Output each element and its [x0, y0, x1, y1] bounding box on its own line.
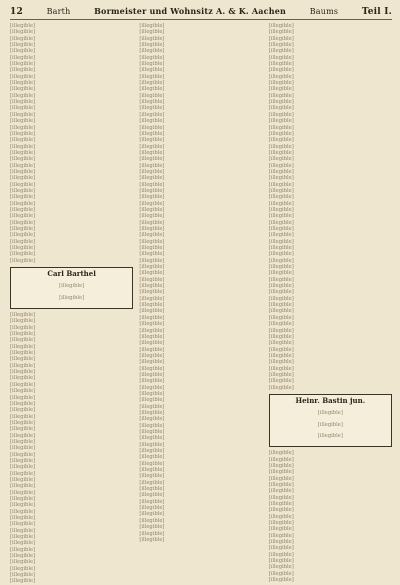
directory-entry: [illegible]: [268, 181, 294, 188]
directory-entry: [illegible]: [268, 80, 294, 87]
directory-entry: [illegible]: [268, 149, 294, 156]
directory-entry: [illegible]: [139, 486, 165, 493]
directory-entry: [illegible]: [139, 524, 165, 531]
directory-entry: [illegible]: [139, 492, 165, 499]
directory-entry: [illegible]: [268, 321, 294, 328]
directory-entry: [illegible]: [268, 346, 294, 353]
advertisement-box: [269, 394, 392, 447]
directory-entry: [illegible]: [268, 352, 294, 359]
directory-entry: [illegible]: [268, 219, 294, 226]
directory-entry: [illegible]: [10, 438, 36, 445]
directory-entry: [illegible]: [139, 340, 165, 347]
directory-entry: [illegible]: [10, 105, 36, 112]
directory-entry: [illegible]: [10, 73, 36, 80]
directory-entry: [illegible]: [139, 54, 165, 61]
directory-entry: [illegible]: [10, 187, 36, 194]
directory-entry: [illegible]: [268, 551, 294, 558]
directory-entry: [illegible]: [139, 92, 165, 99]
directory-entry: [illegible]: [10, 394, 36, 401]
directory-entry: [illegible]: [268, 513, 294, 520]
directory-entry: [illegible]: [139, 517, 165, 524]
directory-entry: [illegible]: [139, 397, 165, 404]
running-head-right-word: Baums: [309, 7, 339, 16]
directory-entry: [illegible]: [10, 476, 36, 483]
directory-entry: [illegible]: [139, 448, 165, 455]
directory-entry: [illegible]: [10, 29, 36, 36]
directory-entry: [illegible]: [10, 42, 36, 49]
directory-entry: [illegible]: [139, 479, 165, 486]
directory-entry: [illegible]: [139, 35, 165, 42]
advertisement-lines: [14, 283, 129, 301]
directory-entry: [illegible]: [139, 181, 165, 188]
directory-entry: [illegible]: [139, 289, 165, 296]
directory-entry: [illegible]: [139, 251, 165, 258]
directory-entry: [illegible]: [268, 289, 294, 296]
directory-entry: [illegible]: [10, 521, 36, 528]
directory-entry: [illegible]: [268, 378, 294, 385]
directory-entry: [illegible]: [268, 187, 294, 194]
directory-entry: [illegible]: [268, 371, 294, 378]
directory-entry: [illegible]: [139, 213, 165, 220]
directory-entry: [illegible]: [10, 118, 36, 125]
directory-entry: [illegible]: [139, 67, 165, 74]
directory-entry: [illegible]: [10, 92, 36, 99]
directory-entry: [illegible]: [139, 346, 165, 353]
directory-entry: [illegible]: [10, 168, 36, 175]
directory-entry: [illegible]: [268, 232, 294, 239]
directory-entry: [illegible]: [10, 245, 36, 252]
directory-entry: [illegible]: [10, 48, 36, 55]
directory-entry: [illegible]: [268, 482, 294, 489]
directory-entry: [illegible]: [10, 457, 36, 464]
directory-entry: [illegible]: [268, 276, 294, 283]
advertisement-title: Heinr. Bastin jun.: [295, 395, 366, 405]
directory-entry: [illegible]: [268, 137, 294, 144]
directory-entry: [illegible]: [139, 257, 165, 264]
directory-entry: [illegible]: [10, 162, 36, 169]
part-label: Teil I.: [361, 7, 392, 17]
column-2: [139, 23, 262, 553]
directory-entry: [illegible]: [268, 99, 294, 106]
advertisement-title: Carl Barthel: [47, 269, 96, 279]
directory-entry: [illegible]: [268, 507, 294, 514]
column-3-block-b: [269, 450, 392, 583]
directory-entry: [illegible]: [139, 505, 165, 512]
directory-entry: [illegible]: [268, 200, 294, 207]
directory-entry: [illegible]: [139, 156, 165, 163]
directory-entry: [illegible]: [10, 419, 36, 426]
directory-entry: [illegible]: [268, 494, 294, 501]
directory-entry: [illegible]: [139, 42, 165, 49]
directory-entry: [illegible]: [139, 429, 165, 435]
directory-entry: [illegible]: [268, 501, 294, 508]
directory-entry: [illegible]: [139, 473, 165, 480]
directory-entry: [illegible]: [139, 283, 165, 290]
column-3: [268, 23, 392, 584]
directory-entry: [illegible]: [268, 520, 294, 527]
directory-entry: [illegible]: [268, 61, 294, 68]
directory-entry: [illegible]: [10, 470, 36, 477]
directory-entry: [illegible]: [139, 327, 165, 334]
directory-entry: [illegible]: [10, 175, 36, 182]
directory-entry: [illegible]: [10, 553, 36, 560]
directory-entry: [illegible]: [268, 257, 294, 264]
directory-entry: [illegible]: [139, 359, 165, 366]
directory-entry: [illegible]: [268, 124, 294, 131]
directory-entry: [illegible]: [139, 86, 165, 93]
directory-entry: [illegible]: [268, 545, 294, 552]
directory-entry: [illegible]: [10, 194, 36, 201]
directory-entry: [illegible]: [10, 206, 36, 213]
directory-entry: [illegible]: [10, 257, 36, 264]
directory-entry: [illegible]: [10, 362, 36, 369]
directory-entry: [illegible]: [268, 162, 294, 169]
directory-entry: [illegible]: [10, 407, 36, 414]
directory-entry: [illegible]: [268, 475, 294, 482]
directory-entry: [illegible]: [10, 137, 36, 144]
directory-entry: [illegible]: [268, 526, 294, 533]
directory-entry: [illegible]: [139, 137, 165, 144]
column-1-block-b: [10, 312, 133, 585]
directory-entry: [illegible]: [10, 80, 36, 87]
directory-entry: [illegible]: [10, 149, 36, 156]
directory-entry: [illegible]: [10, 502, 36, 509]
directory-entry: [illegible]: [268, 238, 294, 245]
directory-entry: [illegible]: [10, 540, 36, 547]
directory-entry: [illegible]: [139, 467, 165, 474]
directory-entry: [illegible]: [268, 359, 294, 366]
directory-entry: [illegible]: [268, 67, 294, 74]
directory-entry: [illegible]: [139, 321, 165, 328]
directory-entry: [illegible]: [139, 118, 165, 125]
directory-entry: [illegible]: [10, 343, 36, 350]
directory-entry: [illegible]: [139, 435, 165, 442]
directory-entry: [illegible]: [139, 80, 165, 87]
directory-entry: [illegible]: [10, 181, 36, 188]
directory-entry: [illegible]: [268, 42, 294, 49]
directory-entry: [illegible]: [139, 352, 165, 359]
directory-entry: [illegible]: [139, 454, 165, 461]
directory-entry: [illegible]: [10, 35, 36, 42]
directory-entry: [illegible]: [59, 294, 85, 301]
directory-entry: [illegible]: [268, 558, 294, 565]
directory-entry: [illegible]: [268, 86, 294, 93]
directory-entry: [illegible]: [268, 384, 294, 391]
directory-entry: [illegible]: [139, 416, 165, 423]
column-1-block-a: [10, 23, 133, 264]
directory-entry: [illegible]: [10, 86, 36, 93]
directory-entry: [illegible]: [10, 312, 36, 319]
directory-entry: [illegible]: [317, 421, 343, 428]
directory-entry: [illegible]: [10, 559, 36, 566]
directory-entry: [illegible]: [10, 61, 36, 68]
directory-entry: [illegible]: [268, 577, 294, 584]
directory-entry: [illegible]: [10, 219, 36, 226]
directory-entry: [illegible]: [10, 67, 36, 74]
directory-entry: [illegible]: [268, 283, 294, 290]
directory-entry: [illegible]: [139, 511, 165, 518]
directory-entry: [illegible]: [10, 483, 36, 490]
directory-entry: [illegible]: [10, 124, 36, 131]
directory-entry: [illegible]: [10, 578, 36, 585]
running-head-title: Bormeister und Wohnsitz A. & K. Aachen: [94, 6, 287, 16]
directory-entry: [illegible]: [268, 194, 294, 201]
directory-entry: [illegible]: [10, 337, 36, 344]
directory-entry: [illegible]: [10, 464, 36, 471]
directory-entry: [illegible]: [268, 73, 294, 80]
directory-entry: [illegible]: [139, 422, 165, 429]
directory-entry: [illegible]: [139, 314, 165, 321]
directory-entry: [illegible]: [268, 270, 294, 277]
directory-entry: [illegible]: [139, 295, 165, 302]
directory-entry: [illegible]: [139, 187, 165, 194]
directory-entry: [illegible]: [268, 206, 294, 213]
directory-entry: [illegible]: [139, 194, 165, 201]
directory-entry: [illegible]: [10, 200, 36, 207]
directory-entry: [illegible]: [268, 340, 294, 347]
directory-entry: [illegible]: [268, 35, 294, 42]
directory-entry: [illegible]: [10, 251, 36, 258]
running-head: [10, 6, 392, 20]
directory-entry: [illegible]: [139, 302, 165, 309]
directory-entry: [illegible]: [268, 539, 294, 546]
directory-entry: [illegible]: [10, 54, 36, 61]
directory-entry: [illegible]: [268, 333, 294, 340]
directory-entry: [illegible]: [139, 441, 165, 448]
directory-entry: [illegible]: [10, 156, 36, 163]
directory-entry: [illegible]: [139, 460, 165, 467]
directory-entry: [illegible]: [139, 333, 165, 340]
directory-entry: [illegible]: [139, 264, 165, 271]
directory-entry: [illegible]: [139, 124, 165, 131]
directory-entry: [illegible]: [10, 527, 36, 534]
directory-entry: [illegible]: [139, 232, 165, 239]
directory-entry: [illegible]: [10, 350, 36, 357]
directory-entry: [illegible]: [268, 564, 294, 571]
directory-entry: [illegible]: [268, 245, 294, 252]
advertisement-box: [10, 267, 133, 309]
directory-entry: [illegible]: [268, 111, 294, 118]
directory-entry: [illegible]: [268, 175, 294, 182]
directory-entry: [illegible]: [268, 54, 294, 61]
directory-entry: [illegible]: [10, 432, 36, 439]
directory-entry: [illegible]: [268, 251, 294, 258]
directory-entry: [illegible]: [139, 99, 165, 106]
directory-entry: [illegible]: [10, 23, 36, 29]
column-3-block-a: [269, 23, 392, 391]
directory-entry: [illegible]: [10, 546, 36, 553]
directory-entry: [illegible]: [10, 508, 36, 515]
directory-entry: [illegible]: [268, 105, 294, 112]
directory-entry: [illegible]: [10, 381, 36, 388]
directory-entry: [illegible]: [268, 327, 294, 334]
directory-entry: [illegible]: [139, 270, 165, 277]
directory-entry: [illegible]: [139, 226, 165, 232]
directory-entry: [illegible]: [268, 365, 294, 372]
directory-entry: [illegible]: [268, 532, 294, 539]
directory-entry: [illegible]: [139, 200, 165, 207]
directory-entry: [illegible]: [139, 403, 165, 410]
directory-entry: [illegible]: [268, 308, 294, 315]
directory-entry: [illegible]: [139, 23, 165, 29]
directory-entry: [illegible]: [268, 118, 294, 125]
directory-entry: [illegible]: [139, 308, 165, 315]
directory-entry: [illegible]: [10, 565, 36, 572]
directory-entry: [illegible]: [268, 462, 294, 469]
directory-entry: [illegible]: [268, 226, 294, 232]
directory-entry: [illegible]: [10, 324, 36, 331]
directory-entry: [illegible]: [10, 356, 36, 363]
directory-entry: [illegible]: [317, 410, 343, 417]
directory-entry: [illegible]: [268, 213, 294, 220]
directory-entry: [illegible]: [59, 283, 85, 290]
directory-entry: [illegible]: [10, 331, 36, 338]
directory-entry: [illegible]: [268, 450, 294, 457]
directory-entry: [illegible]: [139, 61, 165, 68]
page-number: 12: [10, 7, 23, 17]
directory-entry: [illegible]: [10, 318, 36, 325]
directory-entry: [illegible]: [10, 489, 36, 496]
directory-entry: [illegible]: [10, 226, 36, 232]
directory-entry: [illegible]: [10, 445, 36, 452]
directory-entry: [illegible]: [139, 378, 165, 385]
directory-entry: [illegible]: [139, 73, 165, 80]
column-2-entries: [139, 23, 262, 543]
directory-entry: [illegible]: [139, 219, 165, 226]
directory-entry: [illegible]: [139, 162, 165, 169]
directory-entry: [illegible]: [139, 111, 165, 118]
directory-entry: [illegible]: [10, 413, 36, 420]
directory-entry: [illegible]: [10, 369, 36, 376]
directory-entry: [illegible]: [139, 238, 165, 245]
running-head-left-word: Barth: [46, 7, 71, 16]
directory-entry: [illegible]: [139, 276, 165, 283]
directory-entry: [illegible]: [268, 29, 294, 36]
directory-entry: [illegible]: [268, 92, 294, 99]
directory-entry: [illegible]: [10, 451, 36, 458]
directory-entry: [illegible]: [10, 515, 36, 522]
directory-entry: [illegible]: [268, 314, 294, 321]
directory-entry: [illegible]: [10, 99, 36, 106]
directory-entry: [illegible]: [268, 302, 294, 309]
directory-entry: [illegible]: [268, 156, 294, 163]
directory-entry: [illegible]: [10, 238, 36, 245]
directory-entry: [illegible]: [10, 496, 36, 502]
directory-entry: [illegible]: [268, 488, 294, 495]
directory-entry: [illegible]: [10, 426, 36, 433]
directory-entry: [illegible]: [139, 29, 165, 36]
directory-entry: [illegible]: [10, 400, 36, 407]
directory-columns: [10, 23, 392, 585]
directory-entry: [illegible]: [139, 371, 165, 378]
directory-entry: [illegible]: [139, 536, 165, 543]
directory-entry: [illegible]: [139, 149, 165, 156]
directory-entry: [illegible]: [268, 264, 294, 271]
directory-entry: [illegible]: [139, 130, 165, 137]
directory-entry: [illegible]: [268, 570, 294, 577]
directory-entry: [illegible]: [139, 143, 165, 150]
directory-entry: [illegible]: [139, 206, 165, 213]
directory-entry: [illegible]: [10, 572, 36, 579]
directory-entry: [illegible]: [139, 175, 165, 182]
directory-entry: [illegible]: [10, 388, 36, 395]
directory-entry: [illegible]: [139, 498, 165, 505]
directory-entry: [illegible]: [268, 48, 294, 55]
directory-entry: [illegible]: [139, 365, 165, 372]
directory-entry: [illegible]: [268, 23, 294, 29]
directory-entry: [illegible]: [10, 375, 36, 382]
directory-entry: [illegible]: [10, 143, 36, 150]
directory-entry: [illegible]: [10, 130, 36, 137]
directory-entry: [illegible]: [139, 384, 165, 391]
column-1: [10, 23, 133, 585]
directory-entry: [illegible]: [139, 530, 165, 537]
directory-entry: [illegible]: [139, 105, 165, 112]
directory-entry: [illegible]: [139, 409, 165, 416]
advertisement-lines: [273, 410, 388, 439]
directory-entry: [illegible]: [268, 143, 294, 150]
directory-entry: [illegible]: [268, 295, 294, 302]
directory-entry: [illegible]: [139, 168, 165, 175]
directory-entry: [illegible]: [139, 48, 165, 55]
directory-entry: [illegible]: [268, 168, 294, 175]
directory-entry: [illegible]: [10, 232, 36, 239]
directory-entry: [illegible]: [268, 456, 294, 463]
directory-entry: [illegible]: [139, 245, 165, 252]
directory-entry: [illegible]: [317, 432, 343, 439]
directory-entry: [illegible]: [268, 469, 294, 476]
directory-entry: [illegible]: [10, 111, 36, 118]
directory-entry: [illegible]: [139, 390, 165, 397]
directory-entry: [illegible]: [268, 130, 294, 137]
directory-entry: [illegible]: [10, 534, 36, 541]
directory-entry: [illegible]: [10, 213, 36, 220]
